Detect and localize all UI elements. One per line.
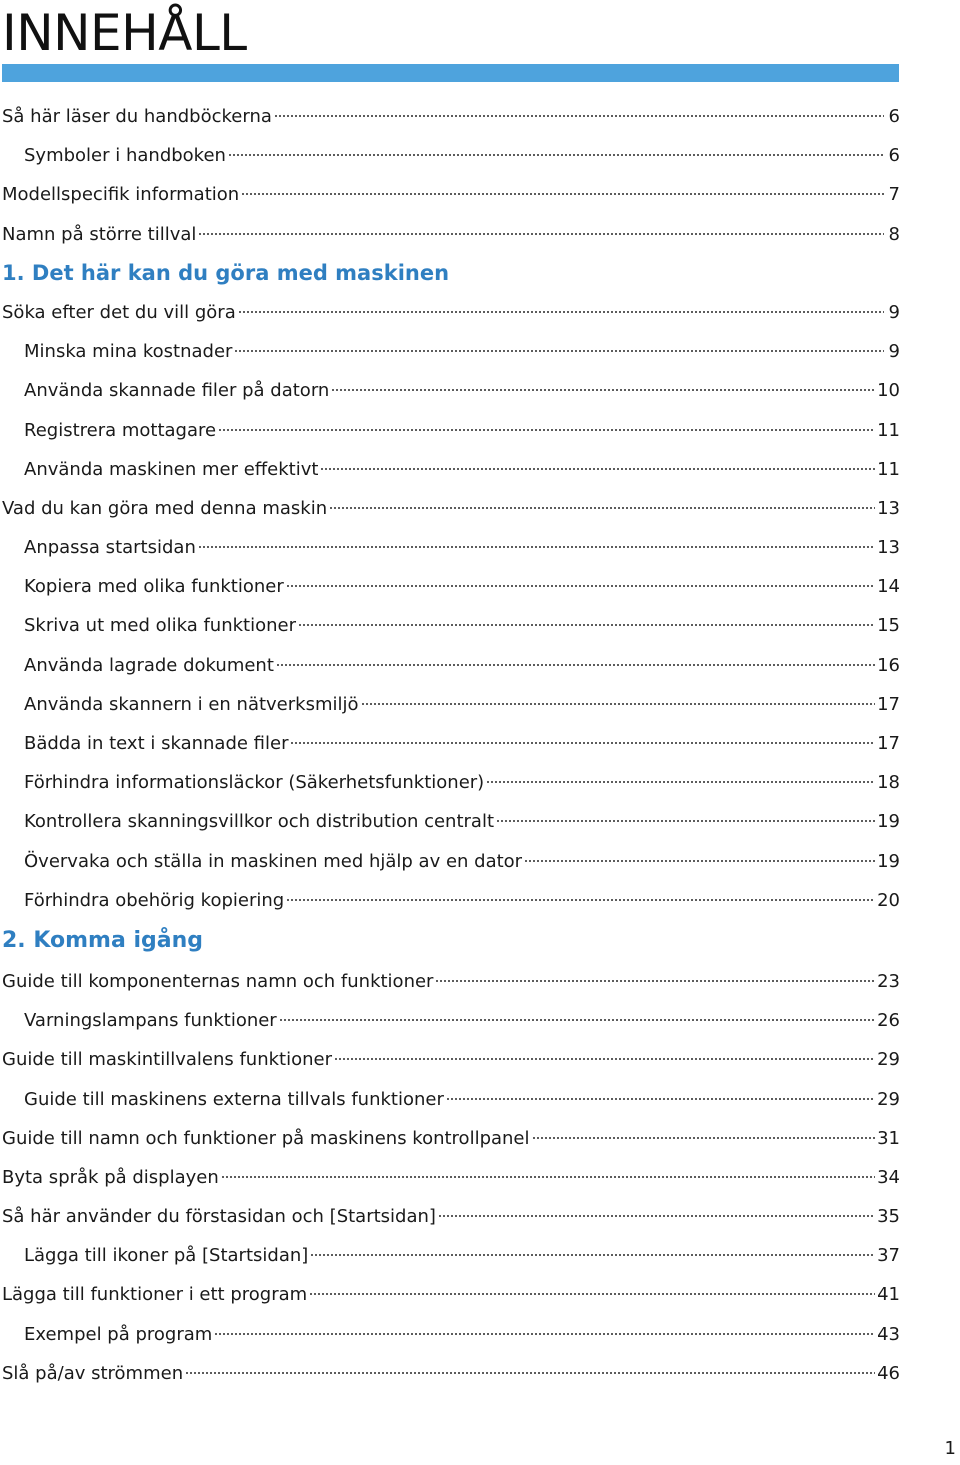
toc-dot-leader <box>329 506 875 510</box>
toc-entry[interactable] <box>0 1197 900 1236</box>
toc-dot-leader <box>334 1057 875 1061</box>
toc-entry-page: 9 <box>888 301 900 323</box>
toc-entry[interactable] <box>0 528 900 567</box>
toc-entry[interactable] <box>0 685 900 724</box>
toc-entry[interactable] <box>0 450 900 489</box>
toc-entry-page: 41 <box>877 1284 900 1306</box>
toc-entry-page: 11 <box>877 458 900 480</box>
toc-entry-page: 20 <box>877 889 900 911</box>
toc-dot-leader <box>218 428 875 432</box>
toc-dot-leader <box>238 310 884 314</box>
toc-entry-page: 29 <box>877 1049 900 1071</box>
toc-dot-leader <box>241 192 884 196</box>
toc-dot-leader <box>274 114 884 118</box>
title-underline-bar <box>2 64 899 82</box>
toc-entry-page: 13 <box>877 497 900 519</box>
toc-entry[interactable] <box>0 489 900 528</box>
toc-entry-label: Använda skannade filer på datorn <box>24 380 330 402</box>
toc-entry-label: Symboler i handboken <box>24 145 226 167</box>
toc-entry-label: Guide till namn och funktioner på maskinens kontrollpanel <box>2 1127 530 1149</box>
toc-entry-page: 16 <box>877 654 900 676</box>
toc-entry-page: 7 <box>888 184 900 206</box>
toc-entry-page: 37 <box>877 1245 900 1267</box>
toc-entry[interactable] <box>0 1354 900 1393</box>
toc-entry[interactable] <box>0 802 900 841</box>
toc-dot-leader <box>276 663 875 667</box>
toc-entry-label: Namn på större tillval <box>2 223 197 245</box>
toc-entry-label: Modellspecifik information <box>2 184 240 206</box>
toc-dot-leader <box>435 979 875 983</box>
toc-dot-leader <box>228 153 884 157</box>
toc-entry-page: 9 <box>888 341 900 363</box>
toc-entry[interactable] <box>0 1001 900 1040</box>
toc-dot-leader <box>486 780 875 784</box>
toc-entry-page: 6 <box>888 106 900 127</box>
toc-entry-page: 19 <box>877 811 900 833</box>
toc-entry-label: Slå på/av strömmen <box>2 1362 184 1384</box>
toc-entry-page: 6 <box>888 145 900 167</box>
toc-entry-page: 11 <box>877 419 900 441</box>
toc-dot-leader <box>286 584 875 588</box>
toc-dot-leader <box>198 232 884 236</box>
toc-entry-label: Guide till komponenternas namn och funktioner <box>2 970 434 992</box>
toc-entry[interactable] <box>0 1040 900 1079</box>
toc-dot-leader <box>438 1214 875 1218</box>
toc-chapter-heading[interactable]: 1. Det här kan du göra med maskinen <box>2 260 450 285</box>
toc-dot-leader <box>286 898 875 902</box>
toc-entry-label: Kontrollera skanningsvillkor och distribution centralt <box>24 811 495 833</box>
toc-entry-page: 46 <box>877 1362 900 1384</box>
toc-entry[interactable] <box>0 1158 900 1197</box>
toc-entry[interactable] <box>0 1119 900 1158</box>
toc-entry-page: 10 <box>877 380 900 402</box>
toc-entry-label: Exempel på program <box>24 1323 213 1345</box>
toc-entry-label: Övervaka och ställa in maskinen med hjälp av en dator <box>24 850 523 872</box>
toc-entry[interactable] <box>0 1315 900 1354</box>
toc-entry-label: Lägga till ikoner på [Startsidan] <box>24 1245 309 1267</box>
toc-entry-label: Så här använder du förstasidan och [Startsidan] <box>2 1206 436 1228</box>
toc-entry[interactable] <box>0 371 900 410</box>
toc-entry[interactable] <box>0 411 900 450</box>
toc-entry[interactable] <box>0 1275 900 1314</box>
toc-dot-leader <box>221 1175 875 1179</box>
toc-entry-label: Vad du kan göra med denna maskin <box>2 497 328 519</box>
toc-dot-leader <box>234 349 884 353</box>
toc-entry[interactable] <box>0 293 900 332</box>
toc-entry-page: 29 <box>877 1088 900 1110</box>
toc-entry-page: 14 <box>877 576 900 598</box>
toc-entry[interactable] <box>0 842 900 881</box>
toc-dot-leader <box>446 1097 875 1101</box>
toc-entry-page: 17 <box>877 693 900 715</box>
toc-entry[interactable] <box>0 646 900 685</box>
toc-dot-leader <box>361 702 876 706</box>
toc-entry-page: 13 <box>877 537 900 559</box>
toc-dot-leader <box>198 545 875 549</box>
toc-entry-label: Förhindra informationsläckor (Säkerhetsfunktioner) <box>24 772 485 794</box>
toc-entry-label: Minska mina kostnader <box>24 341 233 363</box>
toc-entry-page: 35 <box>877 1206 900 1228</box>
toc-entry-page: 43 <box>877 1323 900 1345</box>
toc-entry-label: Byta språk på displayen <box>2 1166 219 1188</box>
toc-entry[interactable] <box>0 97 900 136</box>
toc-entry-page: 31 <box>877 1127 900 1149</box>
toc-entry-page: 23 <box>877 970 900 992</box>
toc-dot-leader <box>524 859 875 863</box>
toc-dot-leader <box>279 1018 875 1022</box>
toc-entry[interactable] <box>0 881 900 920</box>
table-of-contents <box>0 97 900 1393</box>
toc-entry-label: Använda skannern i en nätverksmiljö <box>24 693 359 715</box>
toc-entry-label: Skriva ut med olika funktioner <box>24 615 297 637</box>
toc-dot-leader <box>331 388 875 392</box>
toc-entry[interactable] <box>0 215 900 254</box>
toc-entry-label: Söka efter det du vill göra <box>2 301 236 323</box>
toc-dot-leader <box>310 1253 875 1257</box>
toc-entry-label: Kopiera med olika funktioner <box>24 576 284 598</box>
toc-entry[interactable] <box>0 962 900 1001</box>
toc-dot-leader <box>532 1136 876 1140</box>
toc-dot-leader <box>309 1292 875 1296</box>
toc-chapter-heading[interactable]: 2. Komma igång <box>2 927 203 953</box>
toc-entry-label: Bädda in text i skannade filer <box>24 733 289 754</box>
toc-entry-label: Använda maskinen mer effektivt <box>24 458 319 480</box>
toc-entry[interactable] <box>0 724 900 763</box>
toc-entry-page: 17 <box>877 733 900 754</box>
toc-entry-page: 26 <box>877 1010 900 1032</box>
toc-entry-page: 19 <box>877 850 900 872</box>
toc-entry-label: Använda lagrade dokument <box>24 654 274 676</box>
toc-entry-label: Registrera mottagare <box>24 419 217 441</box>
toc-dot-leader <box>496 819 875 823</box>
page-title: INNEHÅLL <box>2 4 247 62</box>
toc-entry-label: Förhindra obehörig kopiering <box>24 889 285 911</box>
toc-entry[interactable] <box>0 1236 900 1275</box>
toc-entry[interactable] <box>0 175 900 214</box>
toc-dot-leader <box>185 1371 875 1375</box>
toc-dot-leader <box>298 623 875 627</box>
toc-dot-leader <box>214 1332 875 1336</box>
toc-dot-leader <box>290 741 875 745</box>
toc-entry[interactable] <box>0 567 900 606</box>
toc-entry[interactable] <box>0 1080 900 1119</box>
toc-entry[interactable] <box>0 136 900 175</box>
toc-entry-page: 34 <box>877 1166 900 1188</box>
toc-entry-label: Lägga till funktioner i ett program <box>2 1284 308 1306</box>
toc-entry-label: Guide till maskintillvalens funktioner <box>2 1049 332 1071</box>
toc-entry[interactable] <box>0 332 900 371</box>
toc-entry-page: 8 <box>888 223 900 245</box>
toc-dot-leader <box>320 467 875 471</box>
page-number: 1 <box>944 1438 956 1459</box>
toc-entry-page: 15 <box>877 615 900 637</box>
toc-entry[interactable] <box>0 763 900 802</box>
toc-entry-label: Anpassa startsidan <box>24 537 196 559</box>
toc-entry-label: Varningslampans funktioner <box>24 1010 277 1032</box>
toc-entry-label: Guide till maskinens externa tillvals funktioner <box>24 1088 444 1110</box>
toc-entry-page: 18 <box>877 772 900 794</box>
toc-entry-label: Så här läser du handböckerna <box>2 106 272 127</box>
toc-entry[interactable] <box>0 606 900 645</box>
